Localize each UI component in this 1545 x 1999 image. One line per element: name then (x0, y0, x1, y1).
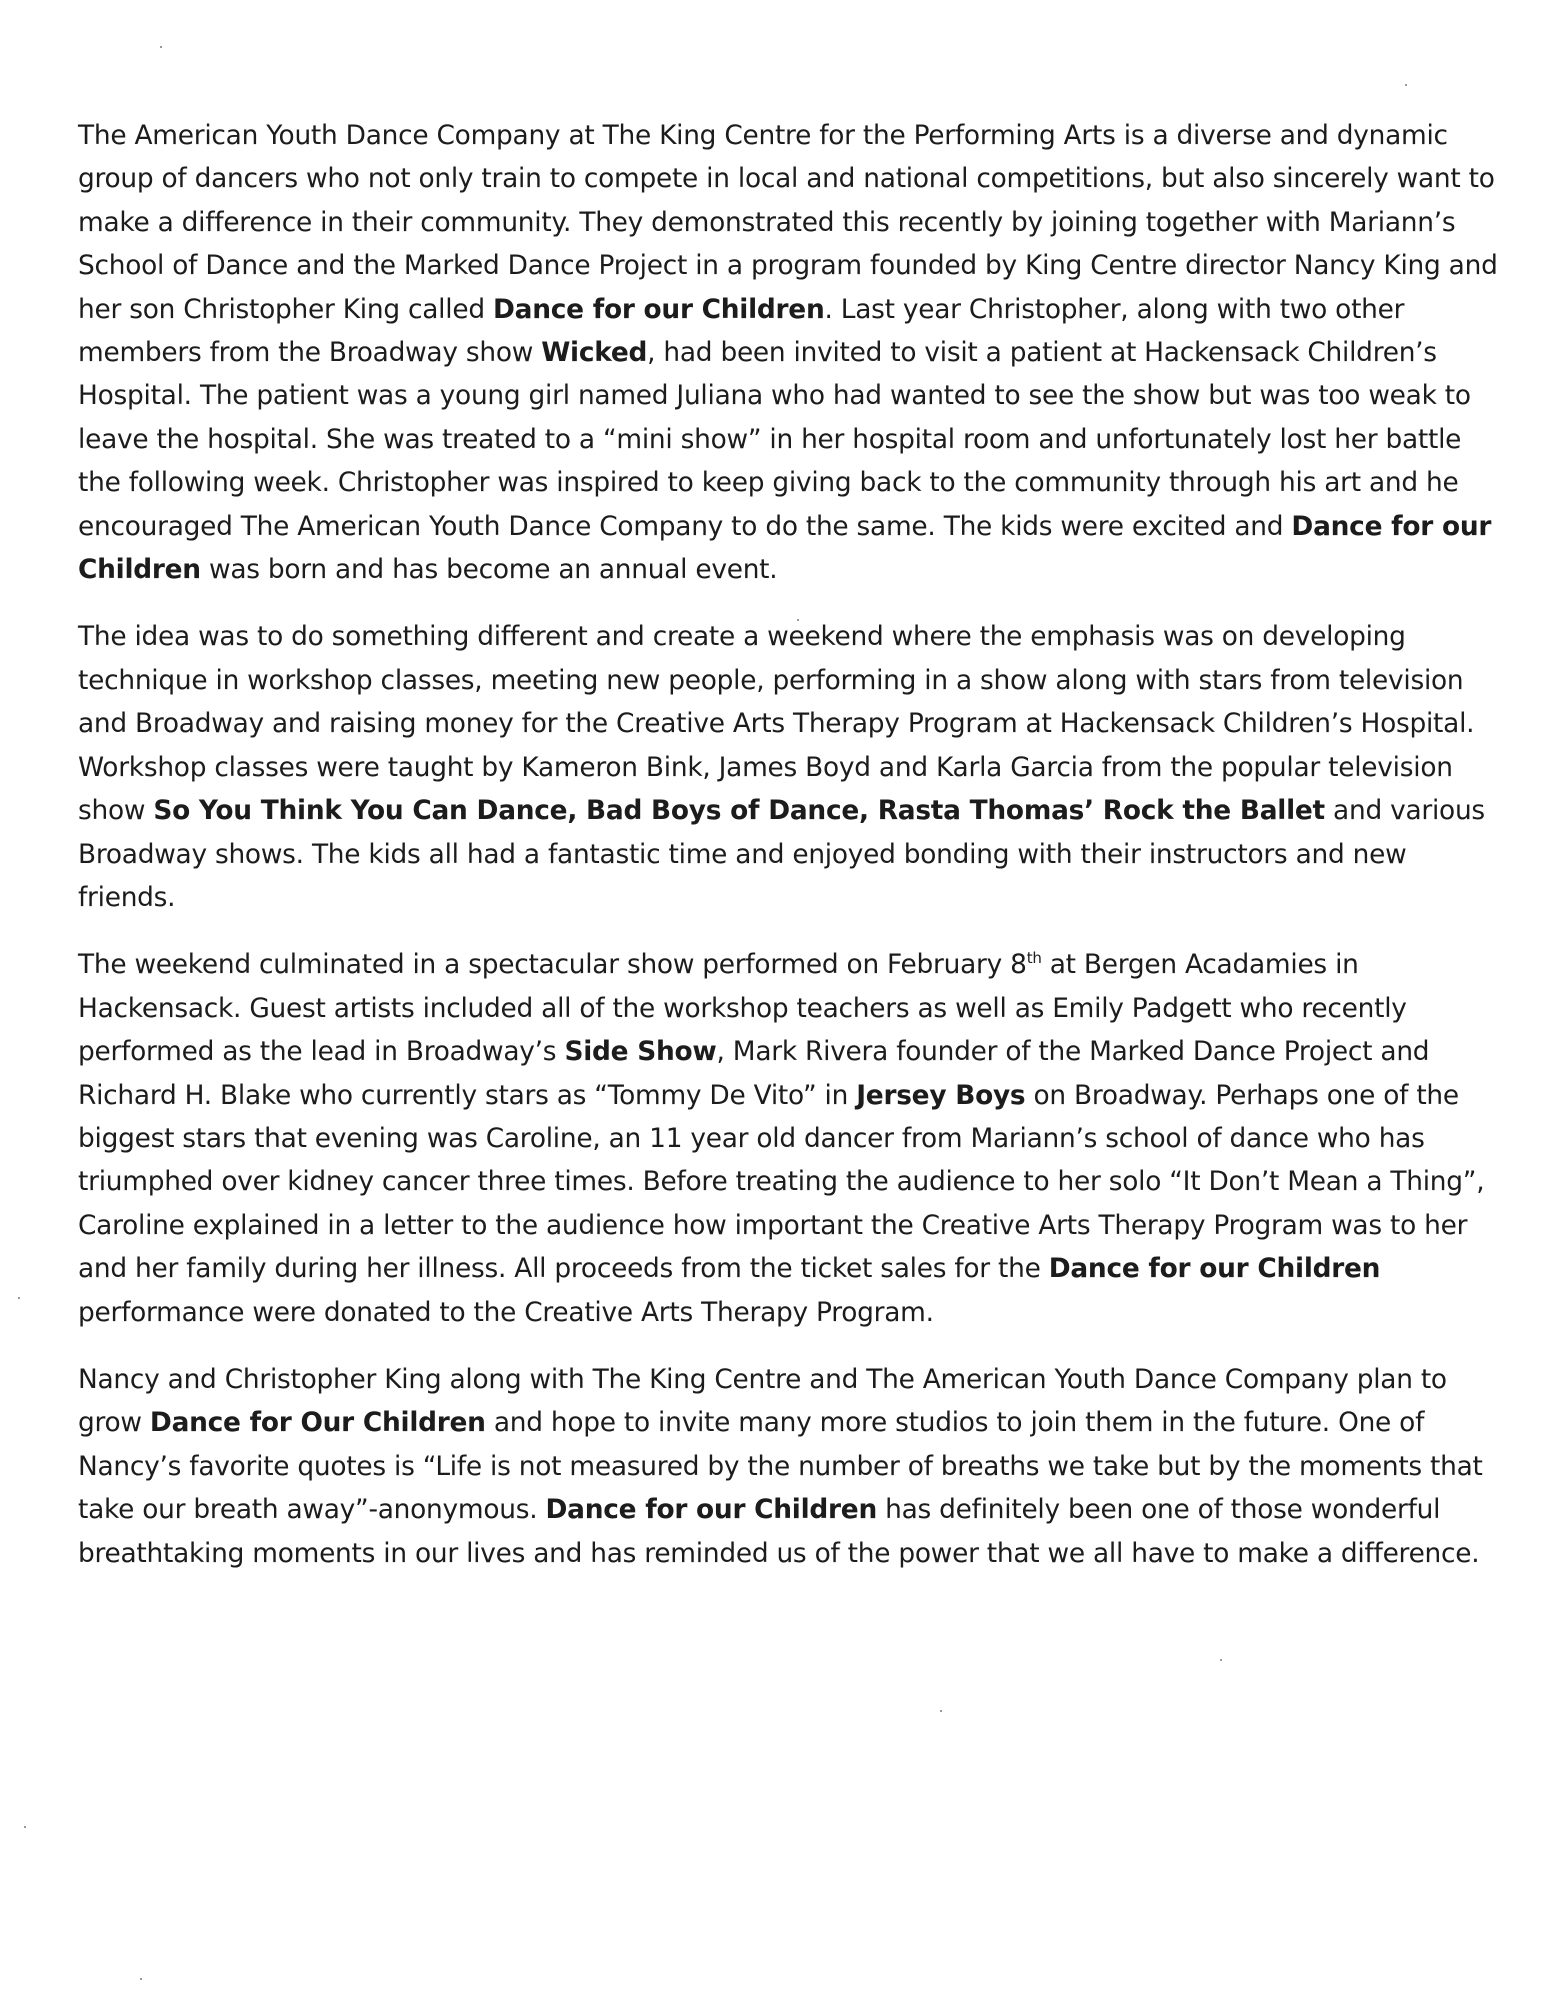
scan-speck (797, 619, 799, 621)
text-run: was born and has become an annual event. (200, 554, 778, 586)
document-body (78, 114, 1498, 1599)
scan-speck (160, 46, 162, 48)
bold-title: Dance for our Children (545, 1494, 877, 1526)
text-run: and hope to invite many more studios to join them in the future. One of Nancy’s favorite quotes is “Life is not measured by the number of breaths we take but by the moments that take our breath away”-anonymous. (78, 1407, 1483, 1526)
scan-speck (940, 1710, 942, 1712)
text-run: The weekend culminated in a spectacular show performed on February 8 (78, 949, 1027, 981)
bold-title: Dance for our Children (1048, 1253, 1381, 1285)
bold-title: Side Show (564, 1036, 717, 1068)
text-run: on Broadway. Perhaps one of the biggest stars that evening was Caroline, an 11 year old dancer from Mariann’s school of dance who has triumphed over kidney cancer three times. Before treating the audience to her solo “It Don’t Mean a Thing”, Caroline explained in a letter to the audience how important the Creative Arts Therapy Program was to her and her family during her illness. All proceeds from the ticket sales for the (78, 1079, 1485, 1285)
text-run: and various Broadway shows. The kids all had a fantastic time and enjoyed bonding with their instructors and new friends. (78, 795, 1485, 913)
bold-title: Dance for our Children (492, 293, 825, 325)
scan-speck (140, 1978, 142, 1980)
text-run: , Mark Rivera founder of the Marked Dance Project and Richard H. Blake who currently stars as “Tommy De Vito” in (78, 1036, 1430, 1111)
scan-speck (24, 1826, 26, 1828)
scan-speck (1405, 84, 1407, 86)
text-run: The American Youth Dance Company at The King Centre for the Performing Arts is a diverse and dynamic group of dancers who not only train to compete in local and national competitions, but also sincerely want to make a difference in their community. They demonstrated this recently by joining together with Mariann’s School of Dance and the Marked Dance Project in a program founded by King Centre director Nancy King and her son Christopher King called (78, 120, 1498, 325)
bold-title: Dance for Our Children (149, 1407, 486, 1439)
text-run: at Bergen Acadamies in Hackensack. Guest artists included all of the workshop teachers as well as Emily Padgett who recently performed as the lead in Broadway’s (78, 949, 1407, 1068)
bold-title: Jersey Boys (856, 1079, 1026, 1111)
paragraph-spectacular-show (78, 943, 1498, 1334)
text-run: has definitely been one of those wonderful breathtaking moments in our lives and has reminded us of the power that we all have to make a difference. (78, 1494, 1480, 1569)
scan-speck (1220, 1659, 1222, 1661)
scan-speck (18, 1297, 20, 1299)
paragraph-workshop-weekend (78, 615, 1498, 919)
text-run: Nancy and Christopher King along with The King Centre and The American Youth Dance Company plan to grow (78, 1363, 1447, 1439)
bold-title: Dance for our Children (78, 510, 1492, 586)
paragraph-future-plans (78, 1358, 1498, 1575)
text-run: The idea was to do something different and create a weekend where the emphasis was on developing technique in workshop classes, meeting new people, performing in a show along with stars from television and Broadway and raising money for the Creative Arts Therapy Program at Hackensack Children’s Hospital. Workshop classes were taught by Kameron Bink, James Boyd and Karla Garcia from the popular television show (78, 621, 1475, 827)
ordinal-suffix: th (1026, 949, 1042, 968)
text-run: performance were donated to the Creative Arts Therapy Program. (78, 1296, 934, 1328)
text-run: . Last year Christopher, along with two other members from the Broadway show (78, 293, 1405, 369)
bold-title: Wicked (541, 337, 648, 369)
text-run: , had been invited to visit a patient at Hackensack Children’s Hospital. The patient was a young girl named Juliana who had wanted to see the show but was too weak to leave the hospital. She was treated to a “mini show” in her hospital room and unfortunately lost her battle the following week. Christopher was inspired to keep giving back to the community through his art and he encouraged The American Youth Dance Company to do the same. The kids were excited and (78, 337, 1471, 542)
paragraph-intro (78, 114, 1498, 591)
bold-title: So You Think You Can Dance, Bad Boys of Dance, Rasta Thomas’ Rock the Ballet (153, 795, 1325, 827)
